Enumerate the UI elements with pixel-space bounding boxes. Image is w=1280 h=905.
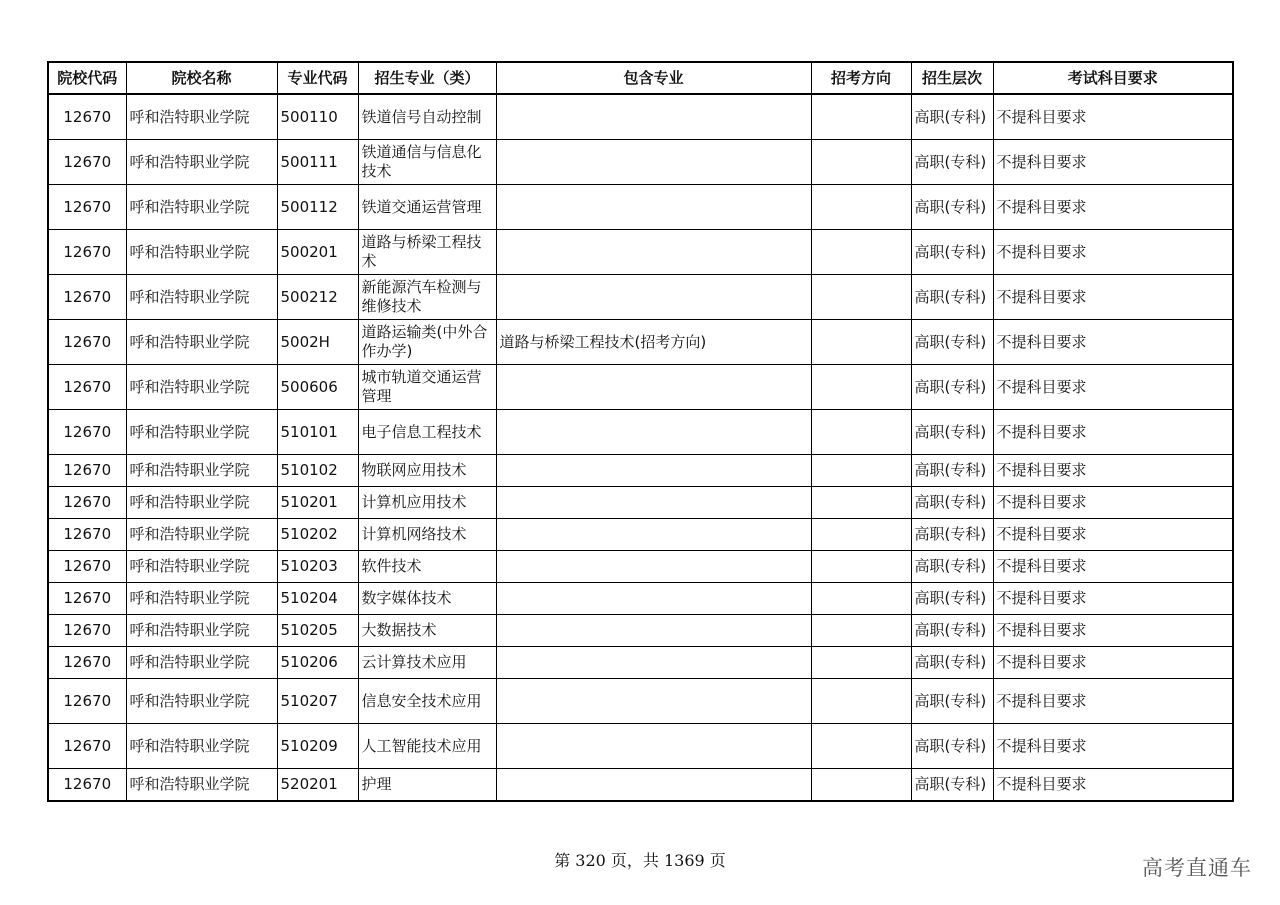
cell-major: 铁道交通运营管理: [358, 185, 496, 230]
table-row: [48, 679, 1233, 724]
table-row: [48, 94, 1233, 140]
cell-direction: [811, 275, 911, 320]
cell-requirement: 不提科目要求: [993, 365, 1233, 410]
cell-direction: [811, 583, 911, 615]
cell-direction: [811, 230, 911, 275]
cell-major: 云计算技术应用: [358, 647, 496, 679]
cell-school-name: 呼和浩特职业学院: [126, 365, 277, 410]
header-level: 招生层次: [911, 62, 993, 94]
cell-level: 高职(专科): [911, 455, 993, 487]
table-row: [48, 140, 1233, 185]
cell-level: 高职(专科): [911, 647, 993, 679]
cell-school-name: 呼和浩特职业学院: [126, 230, 277, 275]
cell-included-majors: [496, 94, 811, 140]
cell-major-code: 510209: [277, 724, 358, 769]
cell-major: 城市轨道交通运营管理: [358, 365, 496, 410]
cell-direction: [811, 615, 911, 647]
cell-major: 护理: [358, 769, 496, 802]
cell-school-name: 呼和浩特职业学院: [126, 679, 277, 724]
cell-requirement: 不提科目要求: [993, 769, 1233, 802]
cell-school-name: 呼和浩特职业学院: [126, 487, 277, 519]
table-row: [48, 230, 1233, 275]
cell-level: 高职(专科): [911, 487, 993, 519]
cell-included-majors: [496, 140, 811, 185]
cell-included-majors: [496, 583, 811, 615]
cell-direction: [811, 94, 911, 140]
table-row: [48, 410, 1233, 455]
cell-direction: [811, 487, 911, 519]
cell-included-majors: [496, 230, 811, 275]
cell-school-name: 呼和浩特职业学院: [126, 519, 277, 551]
cell-school-name: 呼和浩特职业学院: [126, 94, 277, 140]
table-row: [48, 615, 1233, 647]
cell-major-code: 510205: [277, 615, 358, 647]
cell-level: 高职(专科): [911, 275, 993, 320]
cell-major: 铁道通信与信息化技术: [358, 140, 496, 185]
table-row: [48, 519, 1233, 551]
cell-school-name: 呼和浩特职业学院: [126, 724, 277, 769]
cell-major: 大数据技术: [358, 615, 496, 647]
header-school-code: 院校代码: [48, 62, 126, 94]
cell-major: 道路运输类(中外合作办学): [358, 320, 496, 365]
header-major: 招生专业（类）: [358, 62, 496, 94]
cell-included-majors: [496, 679, 811, 724]
cell-direction: [811, 140, 911, 185]
cell-major: 物联网应用技术: [358, 455, 496, 487]
cell-school-code: 12670: [48, 487, 126, 519]
table-row: [48, 724, 1233, 769]
cell-school-name: 呼和浩特职业学院: [126, 615, 277, 647]
cell-requirement: 不提科目要求: [993, 320, 1233, 365]
cell-direction: [811, 365, 911, 410]
header-major-code: 专业代码: [277, 62, 358, 94]
cell-included-majors: 道路与桥梁工程技术(招考方向): [496, 320, 811, 365]
cell-school-name: 呼和浩特职业学院: [126, 455, 277, 487]
cell-level: 高职(专科): [911, 519, 993, 551]
cell-school-code: 12670: [48, 455, 126, 487]
cell-major: 计算机网络技术: [358, 519, 496, 551]
cell-school-code: 12670: [48, 185, 126, 230]
cell-included-majors: [496, 487, 811, 519]
cell-requirement: 不提科目要求: [993, 519, 1233, 551]
page-footer: 第 320 页，共 1369 页: [554, 851, 726, 870]
cell-requirement: 不提科目要求: [993, 94, 1233, 140]
cell-requirement: 不提科目要求: [993, 615, 1233, 647]
header-direction: 招考方向: [811, 62, 911, 94]
cell-major-code: 510206: [277, 647, 358, 679]
cell-level: 高职(专科): [911, 94, 993, 140]
cell-school-name: 呼和浩特职业学院: [126, 769, 277, 802]
cell-major-code: 510203: [277, 551, 358, 583]
cell-level: 高职(专科): [911, 769, 993, 802]
cell-school-code: 12670: [48, 769, 126, 802]
table-header-row: [48, 62, 1233, 94]
enrollment-table: [47, 61, 1234, 802]
cell-included-majors: [496, 615, 811, 647]
cell-level: 高职(专科): [911, 230, 993, 275]
cell-school-name: 呼和浩特职业学院: [126, 185, 277, 230]
cell-included-majors: [496, 519, 811, 551]
cell-school-code: 12670: [48, 320, 126, 365]
cell-requirement: 不提科目要求: [993, 583, 1233, 615]
cell-direction: [811, 551, 911, 583]
cell-major: 新能源汽车检测与维修技术: [358, 275, 496, 320]
cell-requirement: 不提科目要求: [993, 679, 1233, 724]
table-row: [48, 583, 1233, 615]
cell-major: 道路与桥梁工程技术: [358, 230, 496, 275]
cell-requirement: 不提科目要求: [993, 647, 1233, 679]
cell-direction: [811, 769, 911, 802]
cell-school-code: 12670: [48, 615, 126, 647]
header-requirement: 考试科目要求: [993, 62, 1233, 94]
cell-major-code: 520201: [277, 769, 358, 802]
table-row: [48, 647, 1233, 679]
cell-level: 高职(专科): [911, 724, 993, 769]
cell-requirement: 不提科目要求: [993, 455, 1233, 487]
cell-level: 高职(专科): [911, 679, 993, 724]
cell-requirement: 不提科目要求: [993, 275, 1233, 320]
cell-school-name: 呼和浩特职业学院: [126, 275, 277, 320]
cell-major: 信息安全技术应用: [358, 679, 496, 724]
cell-direction: [811, 185, 911, 230]
cell-included-majors: [496, 455, 811, 487]
cell-included-majors: [496, 365, 811, 410]
cell-school-name: 呼和浩特职业学院: [126, 647, 277, 679]
cell-direction: [811, 320, 911, 365]
cell-direction: [811, 455, 911, 487]
table-row: [48, 320, 1233, 365]
cell-level: 高职(专科): [911, 410, 993, 455]
table-row: [48, 769, 1233, 802]
table-row: [48, 551, 1233, 583]
cell-requirement: 不提科目要求: [993, 185, 1233, 230]
cell-level: 高职(专科): [911, 551, 993, 583]
cell-major-code: 500112: [277, 185, 358, 230]
cell-major-code: 510102: [277, 455, 358, 487]
cell-level: 高职(专科): [911, 615, 993, 647]
cell-included-majors: [496, 724, 811, 769]
cell-major: 数字媒体技术: [358, 583, 496, 615]
cell-major: 计算机应用技术: [358, 487, 496, 519]
cell-major-code: 5002H: [277, 320, 358, 365]
cell-major-code: 510204: [277, 583, 358, 615]
cell-school-code: 12670: [48, 140, 126, 185]
cell-school-name: 呼和浩特职业学院: [126, 140, 277, 185]
cell-major: 铁道信号自动控制: [358, 94, 496, 140]
cell-direction: [811, 724, 911, 769]
cell-school-name: 呼和浩特职业学院: [126, 320, 277, 365]
cell-level: 高职(专科): [911, 583, 993, 615]
cell-level: 高职(专科): [911, 320, 993, 365]
cell-major-code: 500212: [277, 275, 358, 320]
cell-school-code: 12670: [48, 583, 126, 615]
cell-level: 高职(专科): [911, 185, 993, 230]
cell-included-majors: [496, 410, 811, 455]
cell-school-code: 12670: [48, 551, 126, 583]
cell-requirement: 不提科目要求: [993, 230, 1233, 275]
cell-major-code: 510202: [277, 519, 358, 551]
cell-requirement: 不提科目要求: [993, 724, 1233, 769]
cell-direction: [811, 679, 911, 724]
header-school-name: 院校名称: [126, 62, 277, 94]
table-row: [48, 487, 1233, 519]
cell-major: 软件技术: [358, 551, 496, 583]
cell-major-code: 510101: [277, 410, 358, 455]
cell-school-name: 呼和浩特职业学院: [126, 583, 277, 615]
cell-major: 电子信息工程技术: [358, 410, 496, 455]
cell-school-name: 呼和浩特职业学院: [126, 410, 277, 455]
cell-school-code: 12670: [48, 647, 126, 679]
table-row: [48, 275, 1233, 320]
table-row: [48, 365, 1233, 410]
cell-included-majors: [496, 769, 811, 802]
cell-direction: [811, 519, 911, 551]
cell-requirement: 不提科目要求: [993, 410, 1233, 455]
cell-major-code: 500110: [277, 94, 358, 140]
cell-major: 人工智能技术应用: [358, 724, 496, 769]
cell-major-code: 500606: [277, 365, 358, 410]
cell-included-majors: [496, 551, 811, 583]
cell-school-code: 12670: [48, 724, 126, 769]
header-included-majors: 包含专业: [496, 62, 811, 94]
cell-school-code: 12670: [48, 275, 126, 320]
cell-major-code: 500111: [277, 140, 358, 185]
cell-direction: [811, 410, 911, 455]
cell-major-code: 510201: [277, 487, 358, 519]
cell-school-code: 12670: [48, 94, 126, 140]
table-row: [48, 185, 1233, 230]
cell-major-code: 510207: [277, 679, 358, 724]
cell-level: 高职(专科): [911, 140, 993, 185]
watermark: 高考直通车: [1142, 856, 1252, 880]
cell-school-name: 呼和浩特职业学院: [126, 551, 277, 583]
cell-school-code: 12670: [48, 410, 126, 455]
table-row: [48, 455, 1233, 487]
cell-school-code: 12670: [48, 679, 126, 724]
cell-major-code: 500201: [277, 230, 358, 275]
cell-direction: [811, 647, 911, 679]
cell-school-code: 12670: [48, 230, 126, 275]
cell-included-majors: [496, 185, 811, 230]
cell-included-majors: [496, 275, 811, 320]
cell-requirement: 不提科目要求: [993, 551, 1233, 583]
cell-level: 高职(专科): [911, 365, 993, 410]
cell-requirement: 不提科目要求: [993, 140, 1233, 185]
cell-school-code: 12670: [48, 365, 126, 410]
cell-requirement: 不提科目要求: [993, 487, 1233, 519]
cell-included-majors: [496, 647, 811, 679]
cell-school-code: 12670: [48, 519, 126, 551]
